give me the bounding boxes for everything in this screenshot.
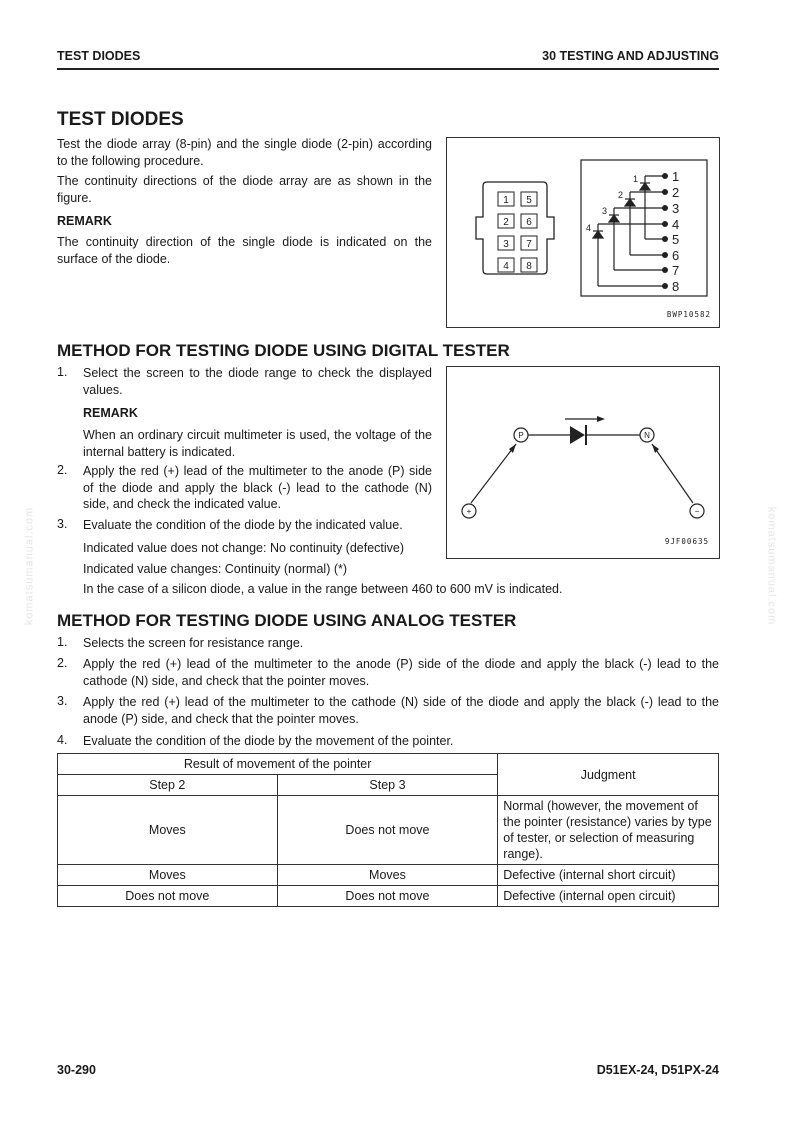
step-number: 2. bbox=[57, 656, 68, 670]
minus-label: − bbox=[694, 507, 700, 516]
diode-label: 3 bbox=[602, 206, 608, 216]
pin-label: 3 bbox=[503, 239, 509, 250]
step-number: 1. bbox=[57, 365, 68, 379]
pin-label: 8 bbox=[526, 261, 532, 272]
table-cell-judgment: Defective (internal short circuit) bbox=[498, 865, 719, 886]
diode-symbol bbox=[570, 426, 585, 444]
pointer-result-table bbox=[57, 753, 719, 907]
step-text: Apply the red (+) lead of the multimeter to the cathode (N) side of the diode and apply the black (-) lead to the anode (P) side, and check that the pointer moves. bbox=[83, 695, 719, 726]
indicated-no-change: Indicated value does not change: No continuity (defective) bbox=[83, 541, 405, 555]
diode-label: 1 bbox=[633, 174, 639, 184]
step-text: Evaluate the condition of the diode by the movement of the pointer. bbox=[83, 734, 454, 748]
header-rule bbox=[57, 68, 719, 70]
anode-label: P bbox=[518, 431, 524, 440]
table-cell-step2: Moves bbox=[58, 796, 278, 865]
table-cell-step3: Moves bbox=[277, 865, 498, 886]
remark-label: REMARK bbox=[57, 214, 112, 228]
silicon-note: In the case of a silicon diode, a value in the range between 460 to 600 mV is indicated. bbox=[83, 582, 563, 596]
diode-symbol bbox=[640, 183, 650, 190]
table-cell-step3: Does not move bbox=[277, 796, 498, 865]
digital-tester-diagram bbox=[447, 367, 719, 558]
pin-label: 1 bbox=[503, 195, 509, 206]
table-header-judgment: Judgment bbox=[498, 754, 719, 796]
diode-symbol bbox=[609, 215, 619, 222]
remark-label: REMARK bbox=[83, 406, 138, 420]
diode-array-diagram bbox=[447, 138, 719, 327]
header-section-title: TEST DIODES bbox=[57, 49, 141, 63]
cathode-label: N bbox=[644, 431, 650, 440]
pin-label: 2 bbox=[503, 217, 509, 228]
step-text: Apply the red (+) lead of the multimeter to the anode (P) side of the diode and apply the black (-) lead to the cathode (N) side, and check the indicated value. bbox=[83, 464, 432, 511]
table-header-row bbox=[58, 754, 719, 775]
pin-label: 6 bbox=[526, 217, 532, 228]
figure-code: 9JF00635 bbox=[664, 537, 709, 546]
diode-label: 4 bbox=[586, 223, 592, 233]
plus-label: + bbox=[466, 507, 472, 516]
table-cell-step3: Does not move bbox=[277, 886, 498, 907]
step-text: Selects the screen for resistance range. bbox=[83, 636, 304, 650]
figure-code: BWP10582 bbox=[666, 310, 711, 319]
table-header-step2: Step 2 bbox=[58, 775, 278, 796]
table-cell-judgment: Normal (however, the movement of the pointer (resistance) varies by type of tester, or selection of measuring range). bbox=[498, 796, 719, 865]
watermark-left: komatsumanual.com bbox=[23, 506, 36, 626]
pin-label: 7 bbox=[526, 239, 532, 250]
digital-tester-figure bbox=[446, 366, 720, 559]
section-title-test-diodes: TEST DIODES bbox=[57, 109, 184, 130]
paragraph-continuity: The continuity directions of the diode array are as shown in the figure. bbox=[57, 174, 432, 205]
table-row bbox=[58, 886, 719, 907]
diode-symbol bbox=[593, 231, 603, 238]
paragraph-single-diode: The continuity direction of the single diode is indicated on the surface of the diode. bbox=[57, 235, 432, 266]
step-number: 2. bbox=[57, 463, 68, 477]
terminal-label: 3 bbox=[672, 201, 680, 216]
section-title-digital-tester: METHOD FOR TESTING DIODE USING DIGITAL TESTER bbox=[57, 341, 510, 360]
section-title-analog-tester: METHOD FOR TESTING DIODE USING ANALOG TESTER bbox=[57, 611, 517, 630]
table-header-step3: Step 3 bbox=[277, 775, 498, 796]
watermark-right: komatsumanual.com bbox=[765, 506, 778, 626]
step-text: Apply the red (+) lead of the multimeter to the anode (P) side of the diode and apply the black (-) lead to the cathode (N) side, and check that the pointer moves. bbox=[83, 657, 719, 688]
connector-outline bbox=[476, 182, 554, 274]
pin-label: 4 bbox=[503, 261, 509, 272]
step-number: 4. bbox=[57, 733, 68, 747]
footer-page-number: 30-290 bbox=[57, 1063, 96, 1077]
table-row bbox=[58, 796, 719, 865]
indicated-change: Indicated value changes: Continuity (normal) (*) bbox=[83, 562, 348, 576]
diode-symbol bbox=[625, 199, 635, 206]
footer-models: D51EX-24, D51PX-24 bbox=[596, 1063, 719, 1077]
terminal-label: 8 bbox=[672, 279, 680, 294]
terminal-label: 4 bbox=[672, 217, 680, 232]
step-text: Evaluate the condition of the diode by the indicated value. bbox=[83, 518, 403, 532]
table-cell-step2: Does not move bbox=[58, 886, 278, 907]
terminal-label: 1 bbox=[672, 169, 680, 184]
terminal-label: 5 bbox=[672, 232, 680, 247]
step-text: Select the screen to the diode range to check the displayed values. bbox=[83, 366, 432, 397]
step-number: 1. bbox=[57, 635, 68, 649]
step-number: 3. bbox=[57, 517, 68, 531]
terminal-label: 7 bbox=[672, 263, 680, 278]
table-cell-step2: Moves bbox=[58, 865, 278, 886]
diode-array-figure bbox=[446, 137, 720, 328]
remark-text: When an ordinary circuit multimeter is used, the voltage of the internal battery is indicated. bbox=[83, 428, 432, 459]
pin-label: 5 bbox=[526, 195, 532, 206]
terminal-label: 6 bbox=[672, 248, 680, 263]
table-cell-judgment: Defective (internal open circuit) bbox=[498, 886, 719, 907]
diode-array-box bbox=[581, 160, 707, 296]
paragraph-intro: Test the diode array (8-pin) and the single diode (2-pin) according to the following procedure. bbox=[57, 137, 432, 168]
step-number: 3. bbox=[57, 694, 68, 708]
table-header-group: Result of movement of the pointer bbox=[58, 754, 498, 775]
header-chapter-title: 30 TESTING AND ADJUSTING bbox=[542, 49, 719, 63]
diode-label: 2 bbox=[618, 190, 624, 200]
terminal-label: 2 bbox=[672, 185, 680, 200]
table-row bbox=[58, 865, 719, 886]
